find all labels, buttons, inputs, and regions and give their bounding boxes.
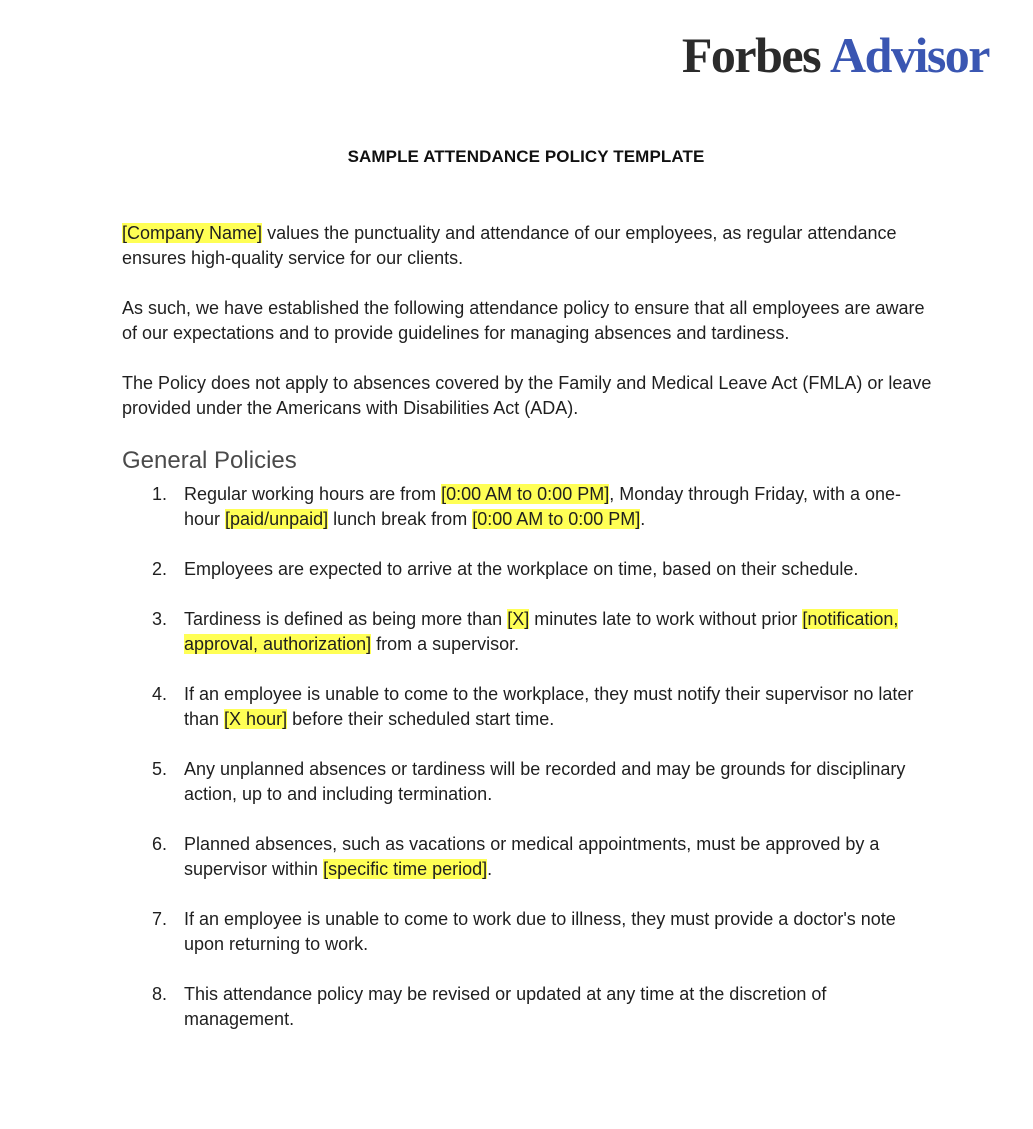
policy-item-3 [122, 607, 932, 657]
intro-paragraph-2: As such, we have established the following attendance policy to ensure that all employees are aware of our expectations and to provide guidelines for managing absences and tardiness. [122, 298, 925, 343]
intro-paragraph-1-text: values the punctuality and attendance of our employees, as regular attendance ensures high-quality service for our clients. [122, 223, 897, 268]
policy-number: 3. [152, 609, 168, 629]
policy-number: 6. [152, 834, 168, 854]
placeholder-notification: [notification, approval, authorization] [184, 609, 899, 654]
policy-text: . [487, 859, 493, 879]
policy-text: Regular working hours are from [184, 484, 442, 504]
forbes-advisor-logo [681, 27, 989, 83]
document-title: SAMPLE ATTENDANCE POLICY TEMPLATE [347, 147, 705, 166]
policy-number: 4. [152, 684, 168, 704]
placeholder-paid-unpaid: [paid/unpaid] [225, 509, 329, 529]
placeholder-working-hours: [0:00 AM to 0:00 PM] [441, 484, 610, 504]
policy-item-1 [122, 482, 932, 532]
policy-item-6 [122, 832, 932, 882]
policy-text: Employees are expected to arrive at the workplace on time, based on their schedule. [184, 559, 859, 579]
policy-text: minutes late to work without prior [529, 609, 803, 629]
placeholder-minutes: [X] [507, 609, 530, 629]
placeholder-time-period: [specific time period] [323, 859, 488, 879]
policy-number: 1. [152, 484, 168, 504]
policy-text: Planned absences, such as vacations or medical appointments, must be approved by a supervisor within [184, 834, 880, 879]
logo-advisor-text: Advisor [830, 27, 989, 83]
placeholder-lunch-hours: [0:00 AM to 0:00 PM] [472, 509, 641, 529]
policy-text: before their scheduled start time. [287, 709, 555, 729]
section-heading-general-policies: General Policies [122, 447, 297, 474]
policy-text: from a supervisor. [371, 634, 520, 654]
policy-text: Any unplanned absences or tardiness will be recorded and may be grounds for disciplinary action, up to and including termination. [184, 759, 906, 804]
policy-text: . [640, 509, 646, 529]
policy-text: If an employee is unable to come to the workplace, they must notify their supervisor no later than [184, 684, 914, 729]
policy-item-7 [122, 907, 932, 957]
placeholder-x-hour: [X hour] [224, 709, 288, 729]
intro-paragraph-1 [122, 221, 932, 271]
policy-number: 5. [152, 759, 168, 779]
placeholder-company-name: [Company Name] [122, 223, 263, 243]
policy-number: 8. [152, 984, 168, 1004]
policy-number: 7. [152, 909, 168, 929]
policy-text: If an employee is unable to come to work due to illness, they must provide a doctor's note upon returning to work. [184, 909, 896, 954]
policy-item-4 [122, 682, 932, 732]
policy-text: lunch break from [328, 509, 473, 529]
policy-text: , Monday through Friday, with a one-hour [184, 484, 902, 529]
policy-text: Tardiness is defined as being more than [184, 609, 508, 629]
policy-item-5 [122, 757, 932, 807]
policy-item-8 [122, 982, 932, 1032]
document-body [122, 221, 932, 1057]
policy-list [122, 482, 932, 1032]
policy-text: This attendance policy may be revised or updated at any time at the discretion of management. [184, 984, 827, 1029]
logo-forbes-text: Forbes [681, 27, 821, 83]
intro-paragraph-3: The Policy does not apply to absences covered by the Family and Medical Leave Act (FMLA) or leave provided under the Americans with Disabilities Act (ADA). [122, 373, 932, 418]
policy-number: 2. [152, 559, 168, 579]
policy-item-2 [122, 557, 932, 582]
